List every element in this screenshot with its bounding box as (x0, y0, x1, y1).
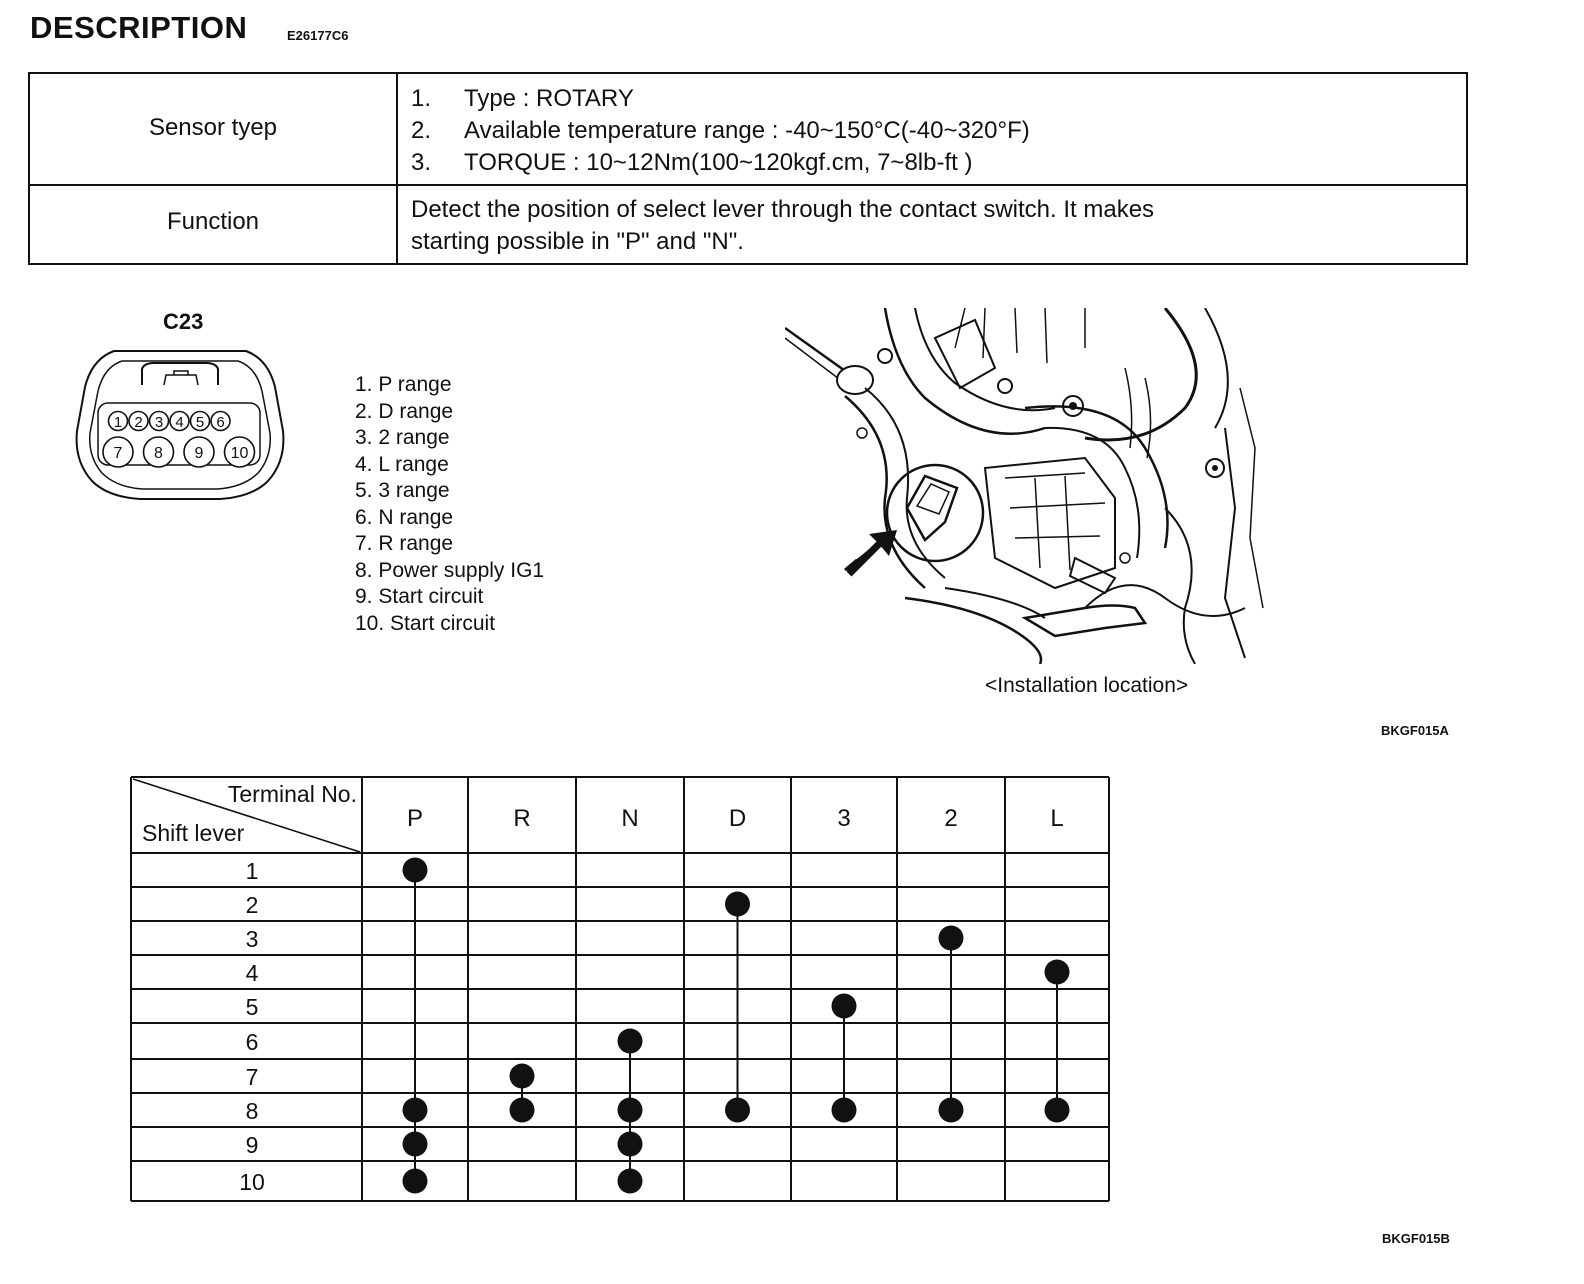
column-header-L: L (1050, 805, 1064, 832)
connection-dot-N-6 (618, 1029, 643, 1054)
pin-list-item: 6. N range (355, 505, 454, 529)
row-header-terminal: 1 (245, 858, 259, 884)
header-shift-lever: Shift lever (142, 820, 245, 846)
spec-line: 2. Available temperature range : -40~150°C(-40~320°F) (411, 117, 1030, 144)
pin-list-item: 3. 2 range (355, 426, 450, 449)
sensor-type-label: Sensor tyep (148, 114, 278, 141)
row-header-terminal: 5 (245, 994, 259, 1020)
column-header-N: N (621, 805, 639, 832)
connection-dot-R-7 (510, 1064, 535, 1089)
spec-line: 3. TORQUE : 10~12Nm(100~120kgf.cm, 7~8lb-ft ) (411, 149, 973, 176)
connection-dot-L-4 (1045, 960, 1070, 985)
connector-pin-number: 6 (216, 414, 225, 431)
connector-pin-number: 10 (230, 445, 249, 462)
row-header-terminal: 7 (245, 1064, 259, 1090)
row-header-terminal: 9 (245, 1132, 259, 1158)
connector-pin-number: 1 (113, 414, 123, 431)
function-text-line: starting possible in "P" and "N". (411, 228, 744, 255)
pin-list-item: 9. Start circuit (355, 585, 484, 608)
connector-pin-number: 4 (175, 414, 184, 431)
pin-list-item: 7. R range (355, 532, 454, 555)
spec-line: 1. Type : ROTARY (411, 85, 634, 112)
row-header-terminal: 4 (245, 960, 259, 986)
connector-pin-number: 2 (134, 414, 143, 431)
connector-pin-number: 8 (154, 445, 163, 462)
connection-dot-P-1 (403, 858, 428, 883)
connection-dot-2-3 (939, 926, 964, 951)
header-terminal-no: Terminal No. (227, 781, 357, 807)
connector-pin-number: 7 (113, 445, 123, 462)
row-header-terminal: 6 (245, 1029, 259, 1055)
connection-dots (403, 858, 1070, 1194)
row-header-terminal: 10 (239, 1169, 265, 1195)
connection-dot-3-5 (832, 994, 857, 1019)
connection-dot-P-9 (403, 1132, 428, 1157)
connection-dot-N-10 (618, 1169, 643, 1194)
connection-dot-2-8 (939, 1098, 964, 1123)
column-header-3: 3 (837, 805, 851, 832)
pin-list-item: 4. L range (355, 452, 449, 476)
figure-ref-b: BKGF015B (1382, 1231, 1450, 1246)
pin-list-item: 8. Power supply IG1 (355, 558, 545, 582)
connection-dot-N-9 (618, 1132, 643, 1157)
pin-list-item: 5. 3 range (355, 479, 450, 502)
pin-list-item: 2. D range (355, 399, 454, 423)
connector-pin-number: 9 (194, 445, 204, 462)
figure-ref-a: BKGF015A (1381, 723, 1449, 738)
pin-list-item: 10. Start circuit (355, 611, 496, 635)
column-headers (407, 805, 1064, 832)
column-header-2: 2 (944, 805, 958, 832)
installation-caption: <Installation location> (985, 674, 1189, 697)
connector-label: C23 (163, 309, 204, 334)
function-label: Function (166, 208, 260, 235)
row-headers (239, 858, 265, 1195)
connection-dot-L-8 (1045, 1098, 1070, 1123)
column-header-D: D (728, 805, 747, 832)
connection-dot-P-8 (403, 1098, 428, 1123)
connection-dot-3-8 (832, 1098, 857, 1123)
pin-list-item: 1. P range (355, 373, 452, 396)
row-header-terminal: 8 (245, 1098, 259, 1124)
connection-dot-D-8 (725, 1098, 750, 1123)
connection-lines (415, 870, 1057, 1181)
document-code: E26177C6 (287, 28, 349, 43)
row-header-terminal: 2 (245, 892, 259, 918)
column-header-R: R (513, 805, 531, 832)
connection-dot-R-8 (510, 1098, 535, 1123)
connection-dot-N-8 (618, 1098, 643, 1123)
row-header-terminal: 3 (245, 926, 259, 952)
connection-dot-D-2 (725, 892, 750, 917)
connection-dot-P-10 (403, 1169, 428, 1194)
connector-pin-number: 3 (154, 414, 164, 431)
connector-pin-number: 5 (195, 414, 205, 431)
function-text-line: Detect the position of select lever through the contact switch. It makes (411, 196, 1155, 223)
page-title: DESCRIPTION (30, 10, 248, 45)
column-header-P: P (406, 805, 424, 832)
